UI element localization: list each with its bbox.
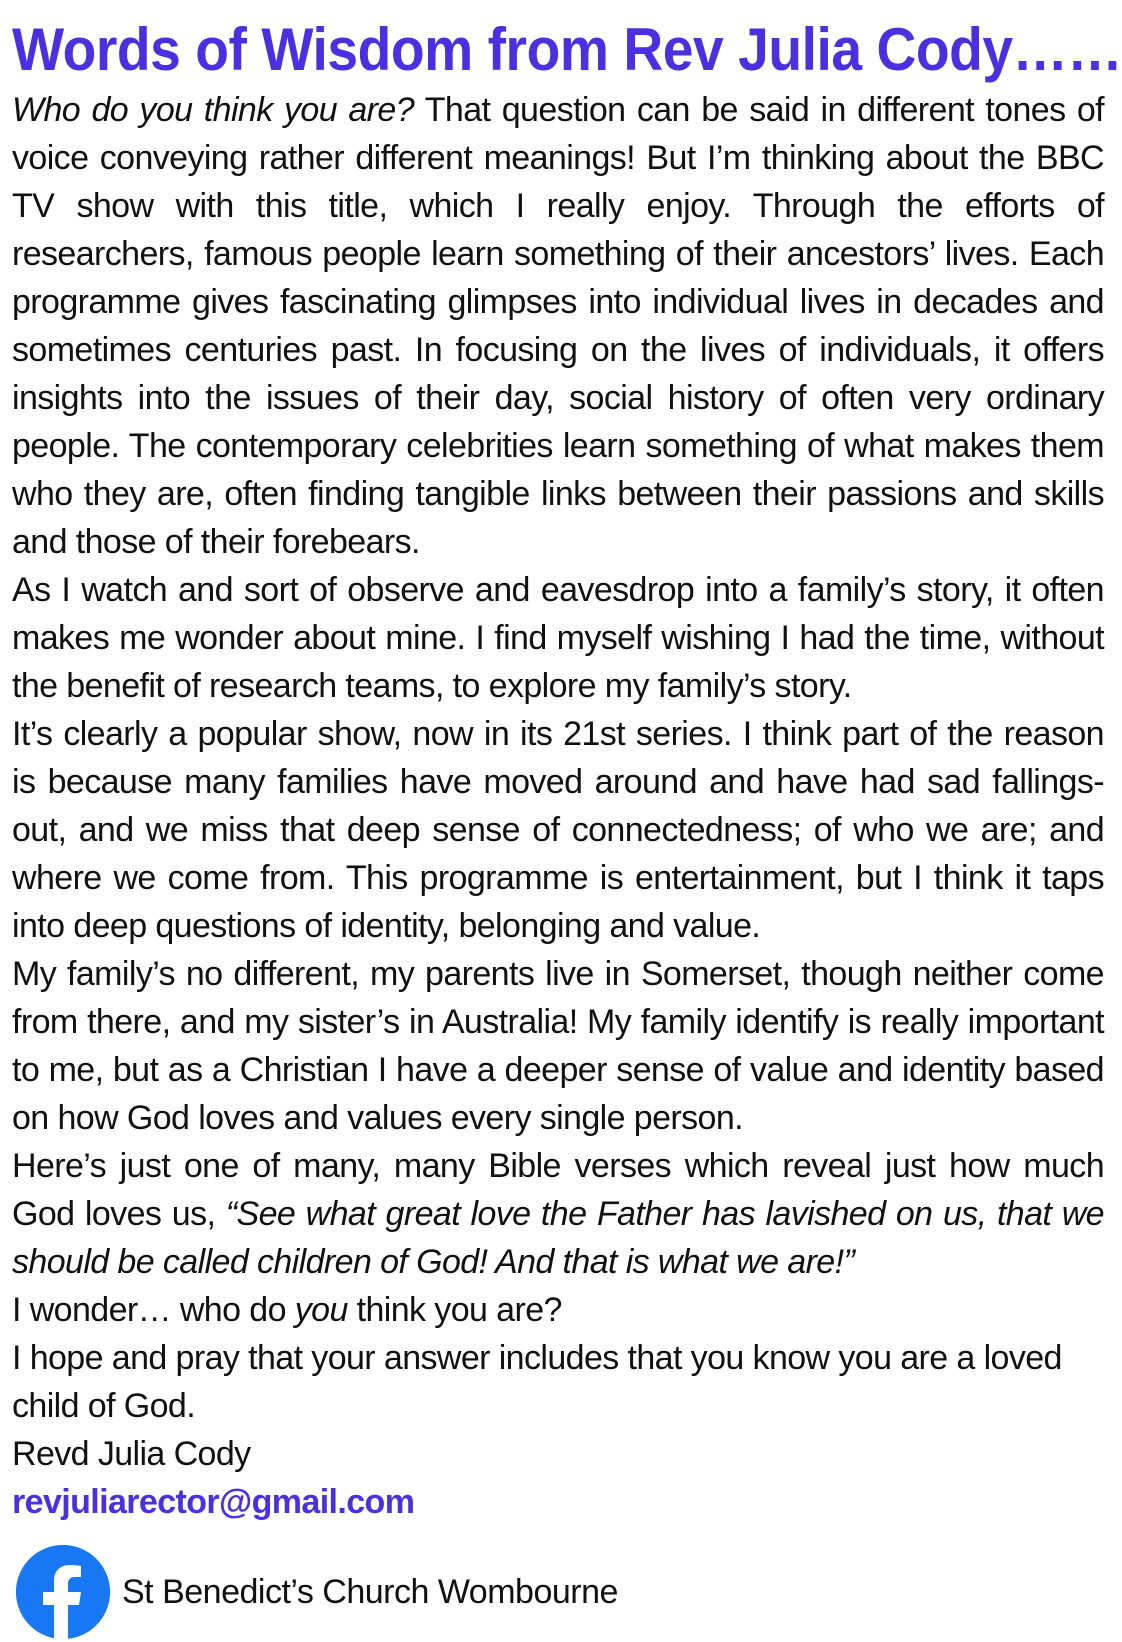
article-body xyxy=(12,86,1104,1526)
email-link[interactable]: revjuliarector@gmail.com xyxy=(12,1483,415,1521)
facebook-page-name[interactable]: St Benedict’s Church Wombourne xyxy=(122,1572,618,1611)
paragraph-family: My family’s no different, my parents live in Somerset, though neither come from there, and my sister’s in Australia! My family identify is really important to me, but as a Christian I have a deeper sense of value and identity based on how God loves and values every single person. xyxy=(12,955,1104,1137)
wonder-end: think you are? xyxy=(347,1291,562,1329)
facebook-footer xyxy=(16,1545,618,1639)
paragraph-watching: As I watch and sort of observe and eavesdrop into a family’s story, it often makes me wonder about mine. I find myself wishing I had the time, without the benefit of research teams, to explore my family’s story. xyxy=(12,571,1104,705)
intro-text: That question can be said in different tones of voice conveying rather different meanings! But I’m thinking about the BBC TV show with this title, which I really enjoy. Through the efforts of researchers, famous people learn something of their ancestors’ lives. Each programme gives fascinating glimpses into individual lives in decades and sometimes centuries past. In focusing on the lives of individuals, it offers insights into the issues of their day, social history of often very ordinary people. The contemporary celebrities learn something of what makes them who they are, often finding tangible links between their passions and skills and those of their forebears. xyxy=(12,91,1105,561)
paragraph-bible-verse xyxy=(12,1142,1104,1286)
signature: Revd Julia Cody xyxy=(12,1435,251,1473)
paragraph-intro xyxy=(12,86,1104,566)
facebook-icon[interactable] xyxy=(16,1545,110,1639)
paragraph-prayer: I hope and pray that your answer includes that you know you are a loved child of God. xyxy=(12,1339,1062,1425)
intro-question: Who do you think you are? xyxy=(12,91,415,129)
wonder-start: I wonder… who do xyxy=(12,1291,295,1329)
page-title: Words of Wisdom from Rev Julia Cody…… xyxy=(12,16,1122,83)
email-line xyxy=(12,1478,1104,1526)
wonder-emphasis: you xyxy=(294,1291,348,1329)
bible-quote: “See what great love the Father has lavished on us, that we should be called children of God! And that is what we are!” xyxy=(12,1195,1104,1281)
article xyxy=(12,14,1122,1526)
paragraph-wonder xyxy=(12,1286,1104,1334)
paragraph-popular-show: It’s clearly a popular show, now in its 21st series. I think part of the reason is because many families have moved around and have had sad fallings-out, and we miss that deep sense of connectedness; of who we are; and where we come from. This programme is entertainment, but I think it taps into deep questions of identity, belonging and value. xyxy=(12,715,1104,945)
bible-intro: Here’s just one of many, many Bible verses which reveal just how much God loves us, xyxy=(12,1147,1104,1233)
